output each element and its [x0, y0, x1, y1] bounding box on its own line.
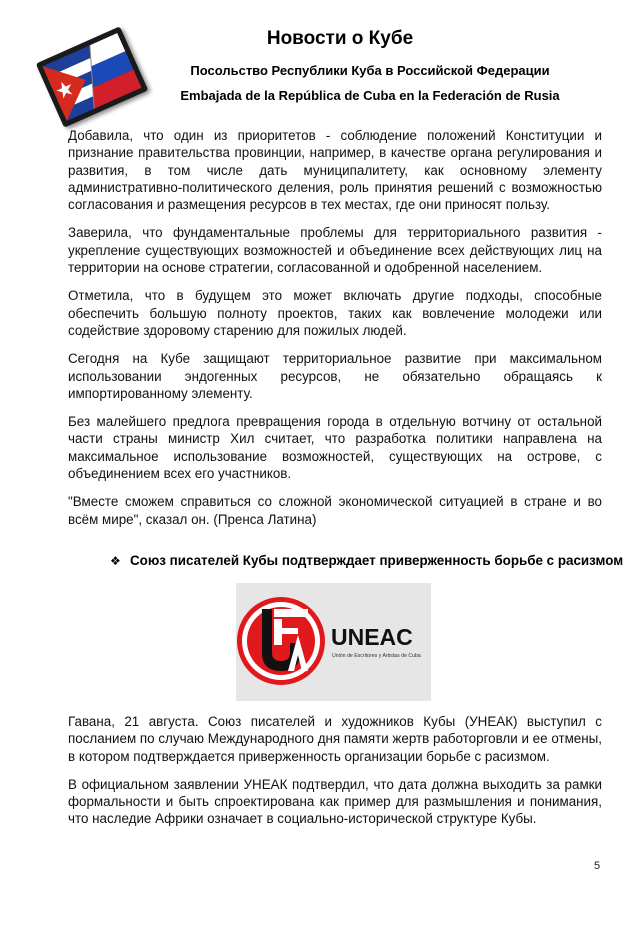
article-2-heading	[110, 553, 624, 568]
flag-emblem	[36, 26, 149, 127]
page-title: Новости о Кубе	[266, 28, 414, 49]
logo-wordmark: UNEAC	[331, 624, 413, 650]
uneac-logo-icon	[236, 583, 431, 701]
heading-text: Союз писателей Кубы подтверждает приверженность борьбе с расизмом	[130, 553, 624, 568]
logo-tagline: Unión de Escritores y Artistas de Cuba	[332, 653, 421, 659]
paragraph: Сегодня на Кубе защищают территориальное развитие при максимальном использовании эндогенных ресурсов, не обязательно обращаясь к импортированному элементу.	[68, 351, 602, 401]
paragraph: "Вместе сможем справиться со сложной экономической ситуацией в стране и во всём мире", сказал он. (Пренса Латина)	[68, 494, 602, 527]
page-header	[0, 0, 624, 125]
diamond-bullet-icon: ❖	[110, 554, 121, 568]
paragraph: Добавила, что один из приоритетов - соблюдение положений Конституции и признание правительства провинции, например, в качестве органа регулирования и развития, в том числе дать муниципалитету, как основному элементу административно-политического деления, роль принятия решений с возможностью согласования и размещения ресурсов в тех местах, где они приносят пользу.	[68, 128, 602, 213]
paragraph: Заверила, что фундаментальные проблемы для территориального развития - укрепление существующих возможностей и объединение всех действующих лиц на территории на основе стратегии, согласованной и одобренной населением.	[68, 225, 602, 276]
article-2-body	[68, 713, 602, 839]
uneac-logo	[236, 583, 431, 701]
paragraph: Гавана, 21 августа. Союз писателей и художников Кубы (УНЕАК) выступил с посланием по случаю Международного дня памяти жертв работорговли и ее отмены, в котором подтверждается приверженность организации борьбе с расизмом.	[68, 714, 602, 764]
embassy-name-ru: Посольство Республики Куба в Российской Федерации	[190, 63, 550, 78]
paragraph: Без малейшего предлога превращения города в отдельную вотчину от остальной части страны министр Хил считает, что разработка политики направлена на максимальное использование возможностей, существующих на острове, с объединением всех его участников.	[68, 414, 602, 482]
article-1-body	[68, 127, 602, 539]
page-number: 5	[594, 860, 601, 872]
paragraph: Отметила, что в будущем это может включать другие подходы, способные обеспечить большую полноту проектов, таких как вовлечение молодежи или содействие здоровому старению для пожилых людей.	[68, 288, 602, 338]
embassy-name-es: Embajada de la República de Cuba en la Federación de Rusia	[180, 88, 560, 103]
paragraph: В официальном заявлении УНЕАК подтвердил, что дата должна выходить за рамки формальности и быть спроектирована как пример для размышления и понимания, что наследие Африки означает в социально-исторической структуре Кубы.	[68, 776, 602, 827]
